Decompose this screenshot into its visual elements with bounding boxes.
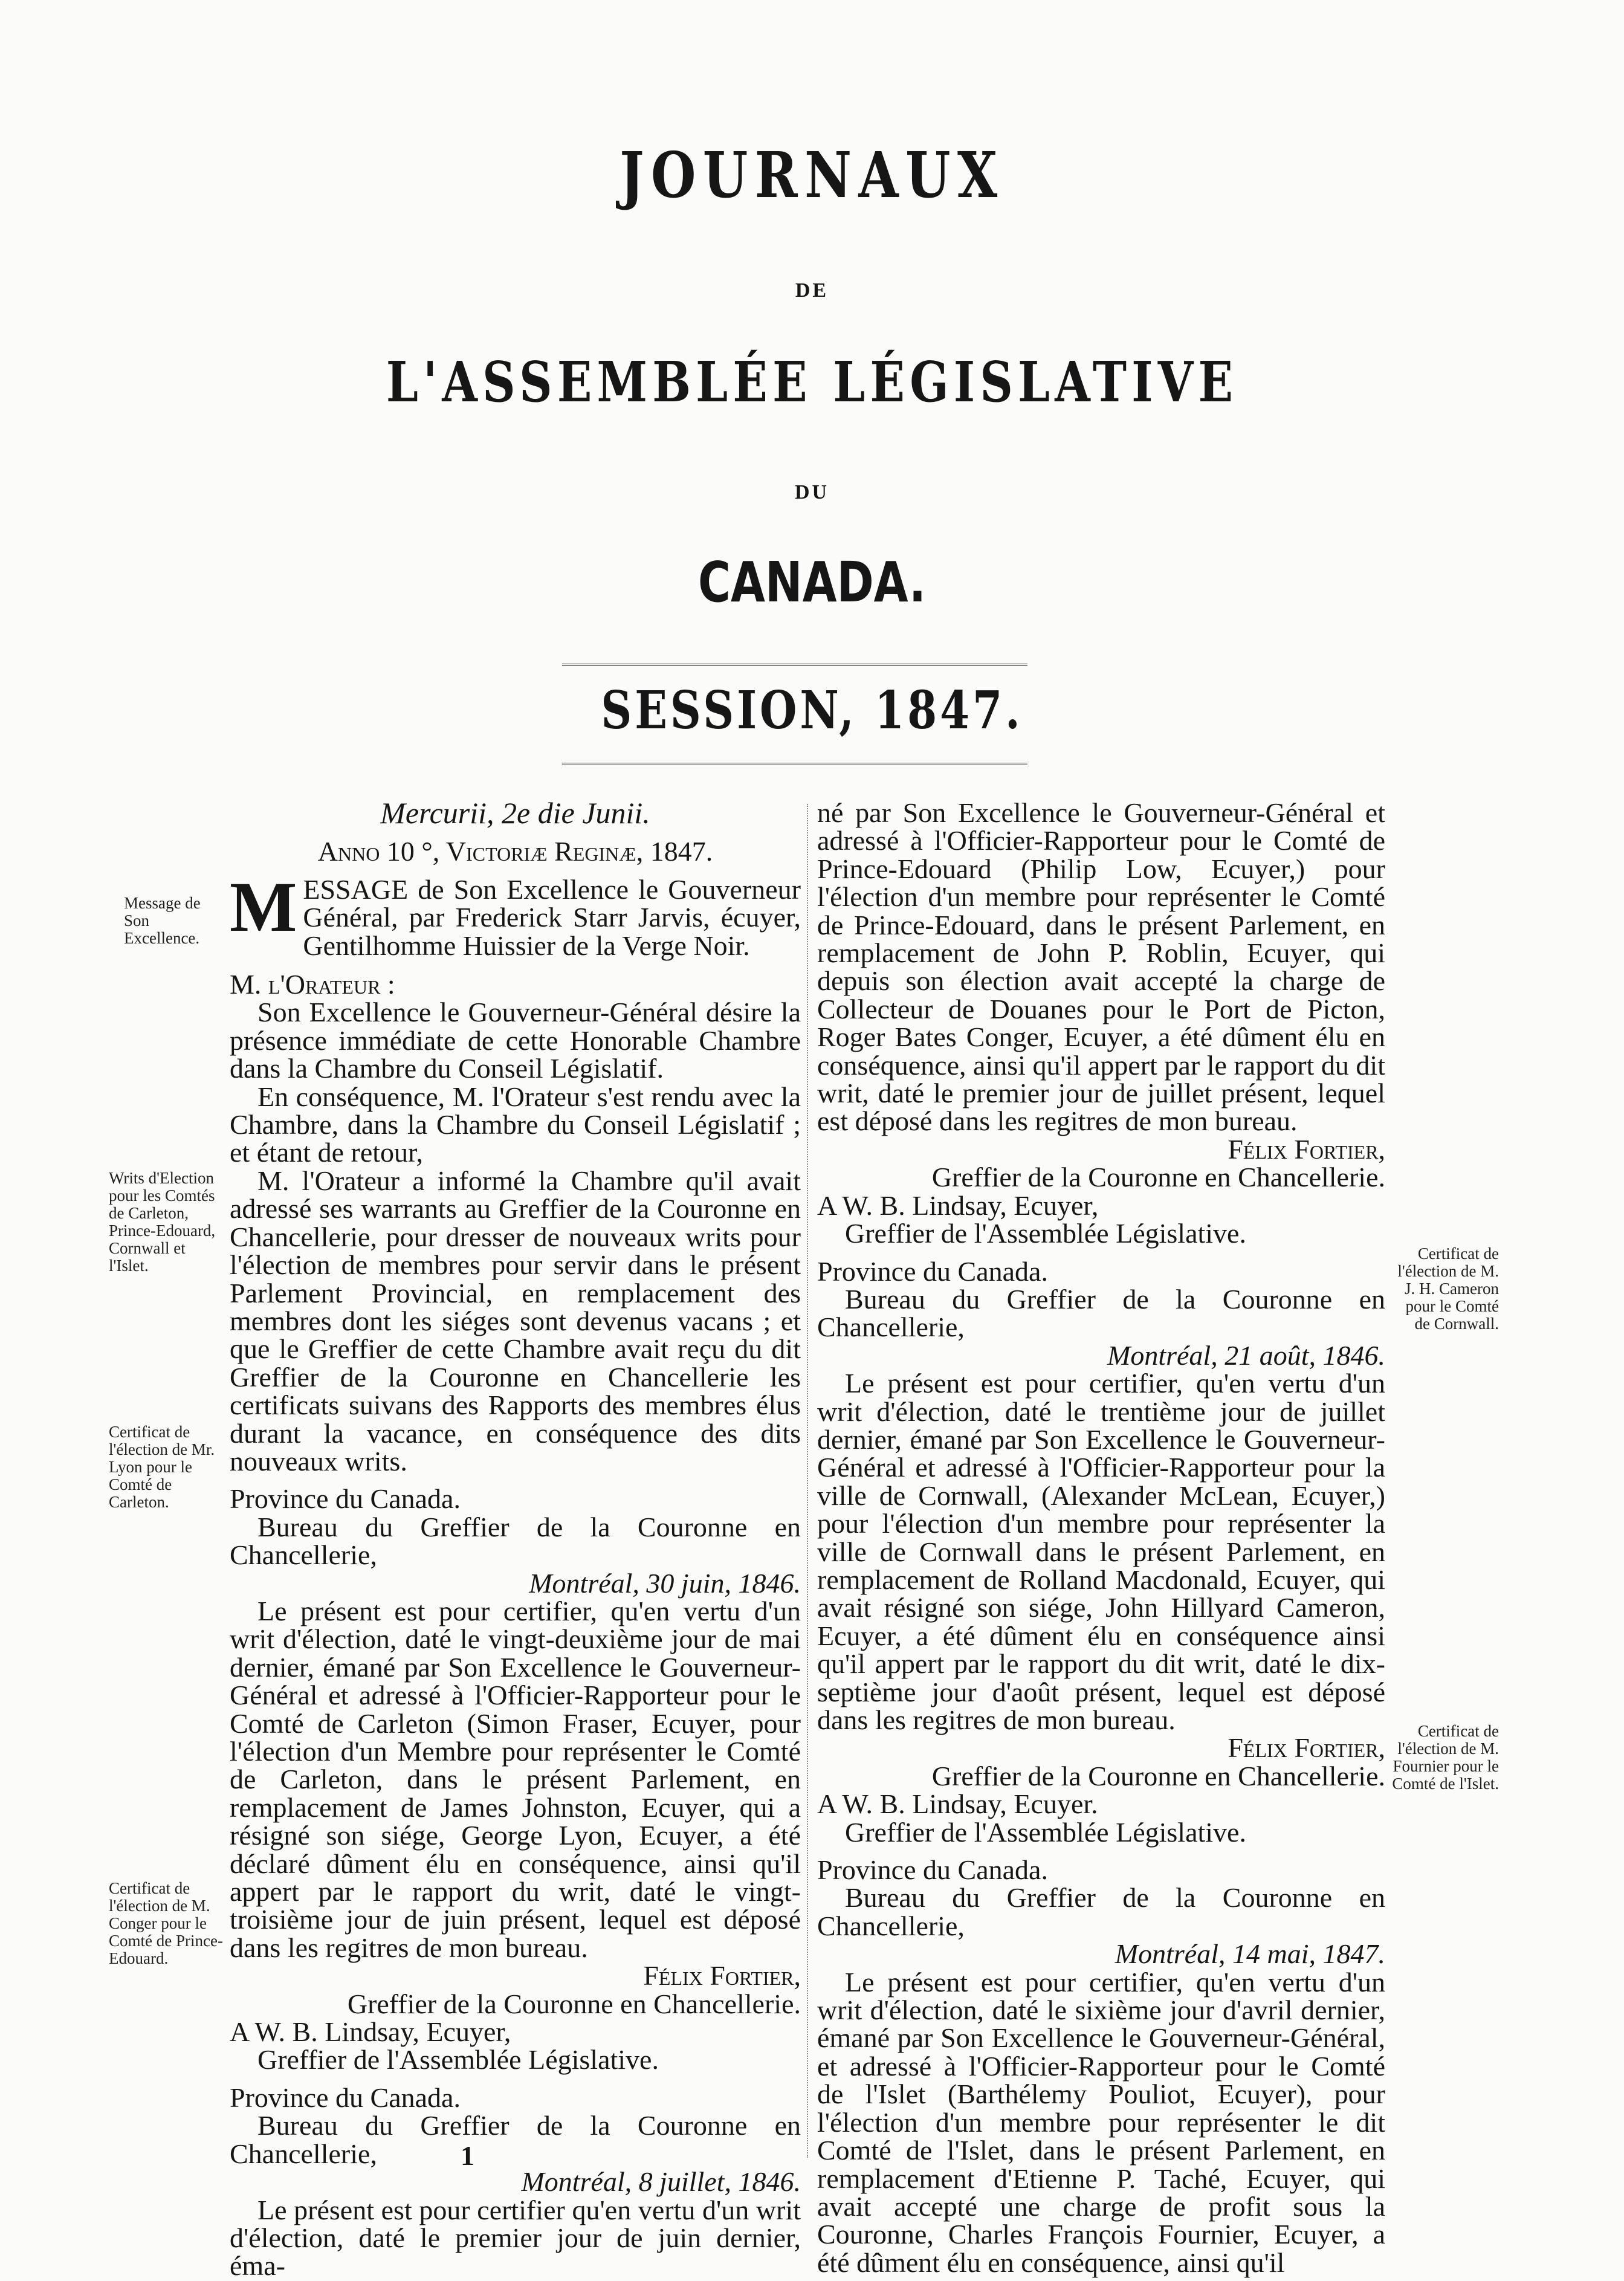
- certificate-2-province: Province du Canada.: [230, 2082, 461, 2113]
- certificate-3-recipient: A W. B. Lindsay, Ecuyer.: [817, 1788, 1098, 1820]
- drop-cap: M: [230, 867, 297, 946]
- margin-note-conger: Certificat de l'élection de M. Conger pour le Comté de Prince-Edouard.: [109, 1879, 223, 1967]
- certificate-1-signature: Félix Fortier,: [643, 1960, 801, 1991]
- certificate-3-bureau: Bureau du Greffier de la Couronne en Chancellerie,: [817, 1283, 1385, 1343]
- certificate-2-signature: Félix Fortier,: [1228, 1133, 1385, 1165]
- certificate-4-date: Montréal, 14 mai, 1847.: [1114, 1938, 1385, 1970]
- certificate-2-signature-title: Greffier de la Couronne en Chancellerie.: [931, 1162, 1385, 1193]
- certificate-1-bureau: Bureau du Greffier de la Couronne en Chancellerie,: [230, 1511, 801, 1571]
- page-number: 1: [461, 2140, 474, 2171]
- certificate-3-date: Montréal, 21 août, 1846.: [1107, 1339, 1385, 1371]
- margin-note-lyon: Certificat de l'élection de Mr. Lyon pour le Comté de Carleton.: [109, 1423, 215, 1511]
- column-divider: [807, 804, 808, 2158]
- certificate-3-signature: Félix Fortier,: [1228, 1732, 1385, 1764]
- margin-note-writs: Writs d'Election pour les Comtés de Carleton, Prince-Edouard, Cornwall et l'Islet.: [109, 1169, 216, 1275]
- certificate-4-body: Le présent est pour certifier, qu'en vertu d'un writ d'élection, daté le sixième jour d'avril dernier, émané par Son Excellence le Gouverneur-Général, et adressé à l'Officier-Rapporteur pour le Comté de l'Islet (Barthélemy Pouliot, Ecuyer), pour l'élection d'un membre pour représenter le dit Comté de l'Islet, dans le présent Parlement, en remplacement d'Etienne P. Taché, Ecuyer, qui avait accepté une charge de profit sous la Couronne, Charles François Fournier, Ecuyer, a été dûment élu en conséquence, ainsi qu'il: [817, 1966, 1385, 2278]
- certificate-3-recipient-title: Greffier de l'Assemblée Législative.: [845, 1816, 1246, 1848]
- margin-note-cameron: Certificat de l'élection de M. J. H. Cameron pour le Comté de Cornwall.: [1397, 1244, 1499, 1333]
- certificate-2-bureau: Bureau du Greffier de la Couronne en Chancellerie,: [230, 2110, 801, 2169]
- assembly-title: L'ASSEMBLÉE LÉGISLATIVE: [386, 349, 1238, 415]
- certificate-1-recipient-title: Greffier de l'Assemblée Législative.: [257, 2044, 659, 2076]
- certificate-3-province: Province du Canada.: [817, 1255, 1048, 1287]
- journal-title: JOURNAUX: [620, 138, 1004, 212]
- certificate-2-date: Montréal, 8 juillet, 1846.: [521, 2166, 801, 2198]
- left-column: [230, 796, 801, 2281]
- right-column: [817, 799, 1385, 2277]
- certificate-2-recipient-title: Greffier de l'Assemblée Législative.: [845, 1218, 1246, 1249]
- regnal-year: Anno 10 °, Victoriæ Reginæ, 1847.: [317, 836, 713, 867]
- orateur-heading: M. l'Orateur :: [230, 969, 395, 1000]
- certificate-1-province: Province du Canada.: [230, 1483, 461, 1515]
- certificate-2-recipient: A W. B. Lindsay, Ecuyer,: [817, 1189, 1099, 1221]
- certificate-2-body-start: Le présent est pour certifier qu'en vertu d'un writ d'élection, daté le premier jour de juin dernier, éma-: [230, 2194, 801, 2281]
- certificate-1-recipient: A W. B. Lindsay, Ecuyer,: [230, 2016, 511, 2048]
- certificate-1-date: Montréal, 30 juin, 1846.: [529, 1567, 801, 1599]
- header-rule-bottom: [562, 763, 1027, 765]
- certificate-2-body-continued: né par Son Excellence le Gouverneur-Général et adressé à l'Officier-Rapporteur pour le Comté de Prince-Edouard (Philip Low, Ecuyer,) pour l'élection d'un membre pour représenter le Comté de Prince-Edouard, dans le présent Parlement, en remplacement de John P. Roblin, Ecuyer, qui depuis son élection avait accepté la charge de Collecteur de Douanes pour le Port de Picton, Roger Bates Conger, Ecuyer, a été dûment élu en conséquence, ainsi qu'il appert par le rapport du dit writ, daté le premier jour de juillet présent, lequel est déposé dans les regitres de mon bureau.: [817, 797, 1385, 1137]
- paragraph-1: Son Excellence le Gouverneur-Général désire la présence immédiate de cette Honorable Chambre dans la Chambre du Conseil Législatif.: [230, 997, 801, 1084]
- certificate-3-body: Le présent est pour certifier, qu'en vertu d'un writ d'élection, daté le trentième jour de juillet dernier, émané par Son Excellence le Gouverneur-Général et adressé à l'Officier-Rapporteur pour la ville de Cornwall, (Alexander McLean, Ecuyer,) pour l'élection d'un membre pour représenter la ville de Cornwall dans le présent Parlement, en remplacement de Rolland Macdonald, Ecuyer, qui avait résigné son siége, John Hillyard Cameron, Ecuyer, a été dûment élu en conséquence ainsi qu'il appert par le rapport du dit writ, daté le dix-septième jour d'août présent, lequel est déposé dans les regitres de mon bureau.: [817, 1368, 1385, 1735]
- certificate-3-signature-title: Greffier de la Couronne en Chancellerie.: [931, 1760, 1385, 1791]
- header-rule-top: [562, 664, 1027, 666]
- message-paragraph: MESSAGE de Son Excellence le Gouverneur Général, par Frederick Starr Jarvis, écuyer, Gentilhomme Huissier de la Verge Noir.: [230, 867, 801, 961]
- paragraph-2: En conséquence, M. l'Orateur s'est rendu avec la Chambre, dans la Chambre du Conseil Législatif ; et étant de retour,: [230, 1081, 801, 1168]
- country-title: CANADA.: [698, 550, 926, 615]
- margin-note-message: Message de Son Excellence.: [124, 894, 201, 947]
- certificate-4-bureau: Bureau du Greffier de la Couronne en Chancellerie,: [817, 1882, 1385, 1941]
- session-title: SESSION, 1847.: [601, 680, 1023, 741]
- title-du: DU: [794, 481, 830, 503]
- margin-note-fournier: Certificat de l'élection de M. Fournier pour le Comté de l'Islet.: [1392, 1722, 1499, 1793]
- title-de: DE: [795, 279, 829, 302]
- certificate-1-signature-title: Greffier de la Couronne en Chancellerie.: [347, 1988, 801, 2019]
- certificate-4-province: Province du Canada.: [817, 1854, 1048, 1886]
- certificate-1-body: Le présent est pour certifier, qu'en vertu d'un writ d'élection, daté le vingt-deuxième jour de mai dernier, émané par Son Excellence le Gouverneur-Général et adressé à l'Officier-Rapporteur pour le Comté de Carleton (Simon Fraser, Ecuyer, pour l'élection d'un Membre pour représenter le Comté de Carleton, dans le présent Parlement, en remplacement de James Johnston, Ecuyer, qui a résigné son siége, George Lyon, Ecuyer, a été déclaré dûment élu en conséquence, ainsi qu'il appert par le rapport du writ, daté le vingt-troisième jour de juin présent, lequel est déposé dans les regitres de mon bureau.: [230, 1595, 801, 1963]
- session-date: Mercurii, 2e die Junii.: [380, 796, 650, 830]
- paragraph-3: M. l'Orateur a informé la Chambre qu'il avait adressé ses warrants au Greffier de la Couronne en Chancellerie, pour dresser de nouveaux writs pour l'élection de membres pour servir dans le présent Parlement Provincial, en remplacement des membres dont les siéges sont devenus vacans ; et que le Greffier de cette Chambre avait reçu du dit Greffier de la Couronne en Chancellerie les certificats suivans des Rapports des membres élus durant la vacance, en conséquence des dits nouveaux writs.: [230, 1165, 801, 1477]
